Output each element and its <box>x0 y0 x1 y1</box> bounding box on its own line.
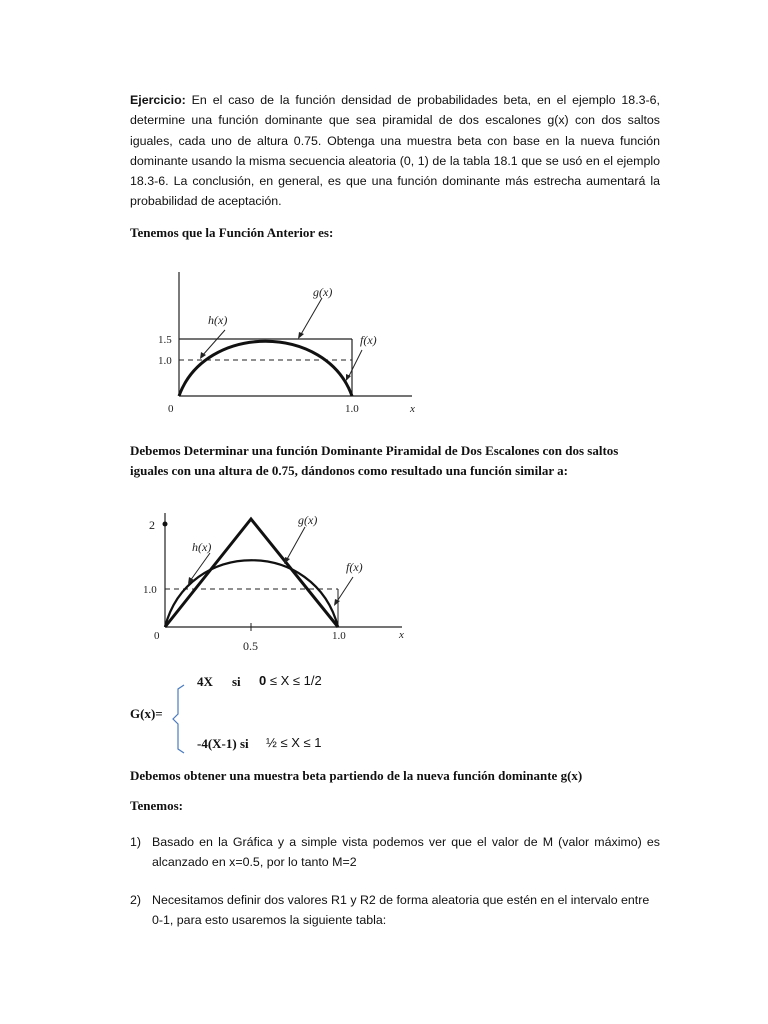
piece1-expr: 4X <box>197 674 213 689</box>
piece1-cond-rest: ≤ X ≤ 1/2 <box>266 673 322 688</box>
piece1-condition <box>259 673 322 688</box>
y-tick-1-0: 1.0 <box>158 355 172 367</box>
x-tick-1-0: 1.0 <box>332 630 346 642</box>
x-axis-label: x <box>399 629 404 641</box>
exercise-text: En el caso de la función densidad de probabilidades beta, en el ejemplo 18.3-6, determine una función dominante que sea piramidal de dos escalones g(x) con dos saltos iguales, cada uno de altura 0.75. Obtenga una muestra beta con base en la nueva función dominante usando la misma secuencia aleatoria (0, 1) de la tabla 18.1 que se usó en el ejemplo 18.3-6. La conclusión, en general, es que una función dominante más estrecha aumentará la probabilidad de aceptación. <box>130 93 660 209</box>
f-arrow-head <box>334 599 340 606</box>
piece1-cond-start: 0 <box>259 673 267 688</box>
y-axis-dot <box>163 522 168 527</box>
g-triangle <box>165 519 338 627</box>
heading-dominant-function-line2: iguales con una altura de 0.75, dándonos como resultado una función similar a: <box>130 463 568 478</box>
piecewise-bracket <box>172 684 188 754</box>
list-item-2-text: Necesitamos definir dos valores R1 y R2 de forma aleatoria que estén en el intervalo entre 0-1, para esto usaremos la siguiente tabla: <box>152 893 650 927</box>
g-label: g(x) <box>313 285 333 299</box>
g-arrow-head <box>298 332 304 339</box>
heading-beta-sample: Debemos obtener una muestra beta partiendo de la nueva función dominante g(x) <box>130 768 583 783</box>
f-arrow <box>336 577 353 603</box>
f-label: f(x) <box>346 560 363 574</box>
g-label: g(x) <box>298 513 318 527</box>
piece1-si: si <box>232 674 241 689</box>
y-tick-2: 2 <box>149 518 155 532</box>
piecewise-lhs: G(x)= <box>130 706 163 721</box>
y-tick-1-0: 1.0 <box>143 584 157 596</box>
graph-dominant-function <box>140 505 420 655</box>
y-tick-1-5: 1.5 <box>158 334 172 346</box>
f-label: f(x) <box>360 333 377 347</box>
piece2-condition: ½ ≤ X ≤ 1 <box>266 735 322 750</box>
graph-previous-function <box>150 268 440 418</box>
heading-previous-function: Tenemos que la Función Anterior es: <box>130 225 334 240</box>
g-arrow <box>286 527 305 561</box>
list-item-2-number: 2) <box>130 893 142 907</box>
list-item-1-text: Basado en la Gráfica y a simple vista podemos ver que el valor de M (valor máximo) es alcanzado en x=0.5, por lo tanto M=2 <box>152 835 660 869</box>
f-curve <box>179 341 352 396</box>
f-arrow <box>348 350 362 378</box>
exercise-paragraph <box>130 90 660 212</box>
h-label: h(x) <box>208 313 228 327</box>
list-item-1-number: 1) <box>130 835 142 849</box>
x-tick-1-0: 1.0 <box>345 403 359 415</box>
f-arrow-head <box>346 374 351 381</box>
exercise-label: Ejercicio: <box>130 93 186 107</box>
g-arrow <box>300 298 322 336</box>
h-label: h(x) <box>192 540 212 554</box>
x-tick-origin: 0 <box>168 403 174 415</box>
x-tick-0-5: 0.5 <box>243 639 258 653</box>
x-axis-label: x <box>410 403 415 415</box>
piece2-expr: -4(X-1) si <box>197 736 249 751</box>
heading-dominant-function-line1: Debemos Determinar una función Dominante Piramidal de Dos Escalones con dos saltos <box>130 443 619 458</box>
x-tick-origin: 0 <box>154 630 160 642</box>
heading-we-have: Tenemos: <box>130 798 183 813</box>
